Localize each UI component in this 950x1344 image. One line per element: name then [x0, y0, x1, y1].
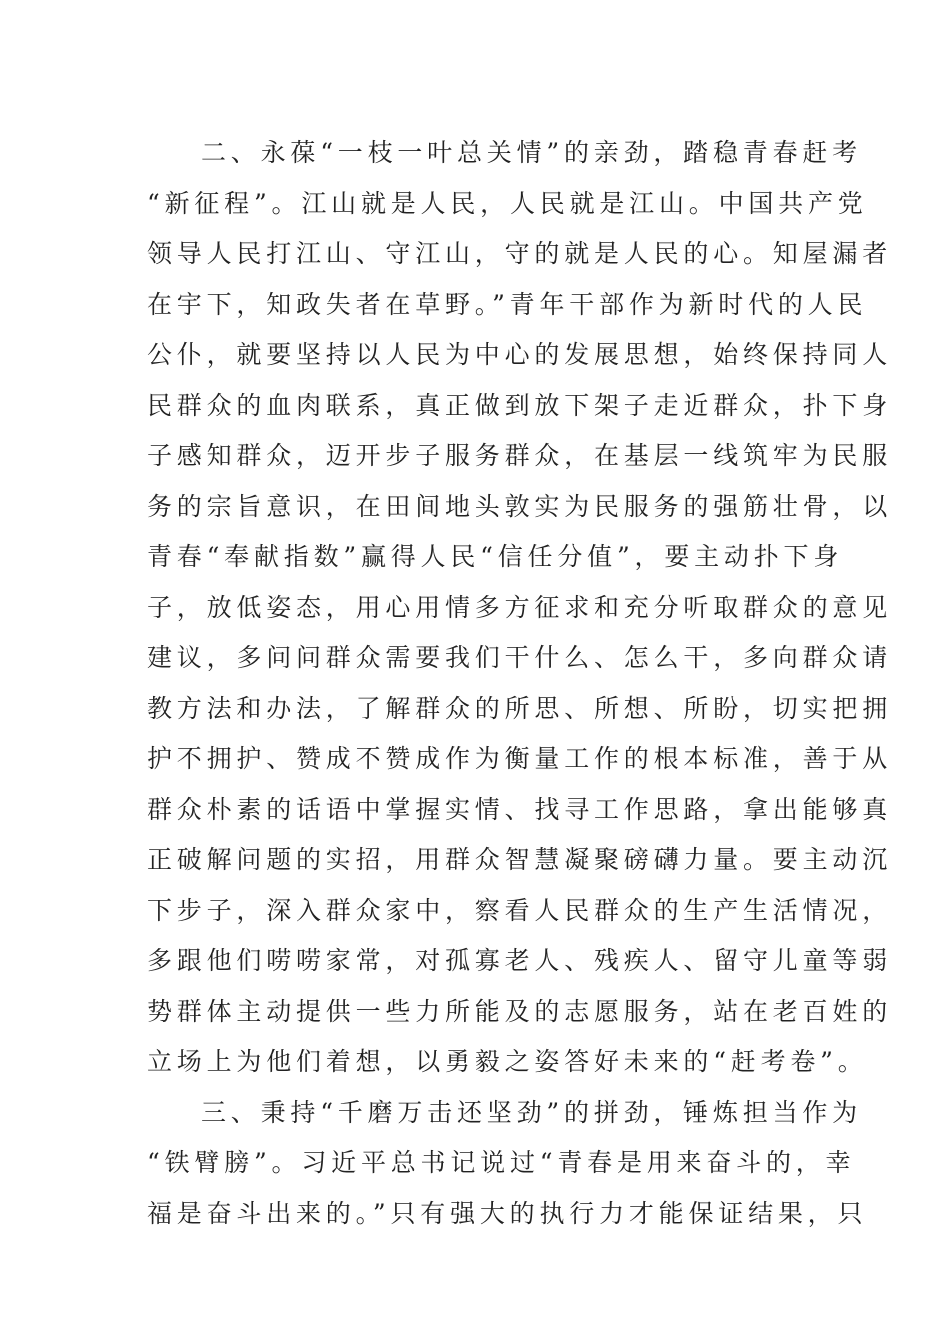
text-line: 福是奋斗出来的。”只有强大的执行力才能保证结果，只 — [147, 1198, 868, 1228]
paragraph-3-heading-line: 三、秉持“千磨万击还坚劲”的拼劲，锤炼担当作为 — [201, 1097, 862, 1127]
text-line: 势群体主动提供一些力所能及的志愿服务，站在老百姓的 — [147, 996, 893, 1026]
text-line: 护不拥护、赞成不赞成作为衡量工作的根本标准，善于从 — [147, 744, 893, 773]
text-line: 建议，多问问群众需要我们干什么、怎么干，多向群众请 — [147, 643, 893, 672]
text-line: 正破解问题的实招，用群众智慧凝聚磅礴力量。要主动沉 — [147, 845, 893, 874]
paragraph-2-heading-line: 二、永葆“一枝一叶总关情”的亲劲，踏稳青春赶考 — [201, 138, 862, 167]
text-line: 公仆，就要坚持以人民为中心的发展思想，始终保持同人 — [147, 340, 893, 369]
text-line: 立场上为他们着想，以勇毅之姿答好未来的“赶考卷”。 — [147, 1047, 868, 1076]
text-line: 群众朴素的话语中掌握实情、找寻工作思路，拿出能够真 — [147, 794, 893, 824]
document-body — [147, 128, 893, 1239]
text-line: 在宇下，知政失者在草野。”青年干部作为新时代的人民 — [147, 289, 868, 319]
text-line: 子感知群众，迈开步子服务群众，在基层一线筑牢为民服 — [147, 441, 893, 470]
text-line: “铁臂膀”。习近平总书记说过“青春是用来奋斗的，幸 — [147, 1148, 856, 1177]
text-line: 青春“奉献指数”赢得人民“信任分值”，要主动扑下身 — [147, 542, 844, 571]
text-line: “新征程”。江山就是人民，人民就是江山。中国共产党 — [147, 188, 868, 218]
text-line: 务的宗旨意识，在田间地头敦实为民服务的强筋壮骨，以 — [147, 491, 893, 521]
text-line: 子，放低姿态，用心用情多方征求和充分听取群众的意见 — [147, 592, 893, 622]
text-line: 下步子，深入群众家中，察看人民群众的生产生活情况， — [147, 895, 893, 925]
text-line: 民群众的血肉联系，真正做到放下架子走近群众，扑下身 — [147, 390, 893, 420]
text-line: 多跟他们唠唠家常，对孤寡老人、残疾人、留守儿童等弱 — [147, 946, 893, 975]
text-line: 教方法和办法，了解群众的所思、所想、所盼，切实把拥 — [147, 693, 893, 723]
text-line: 领导人民打江山、守江山，守的就是人民的心。知屋漏者 — [147, 239, 893, 268]
